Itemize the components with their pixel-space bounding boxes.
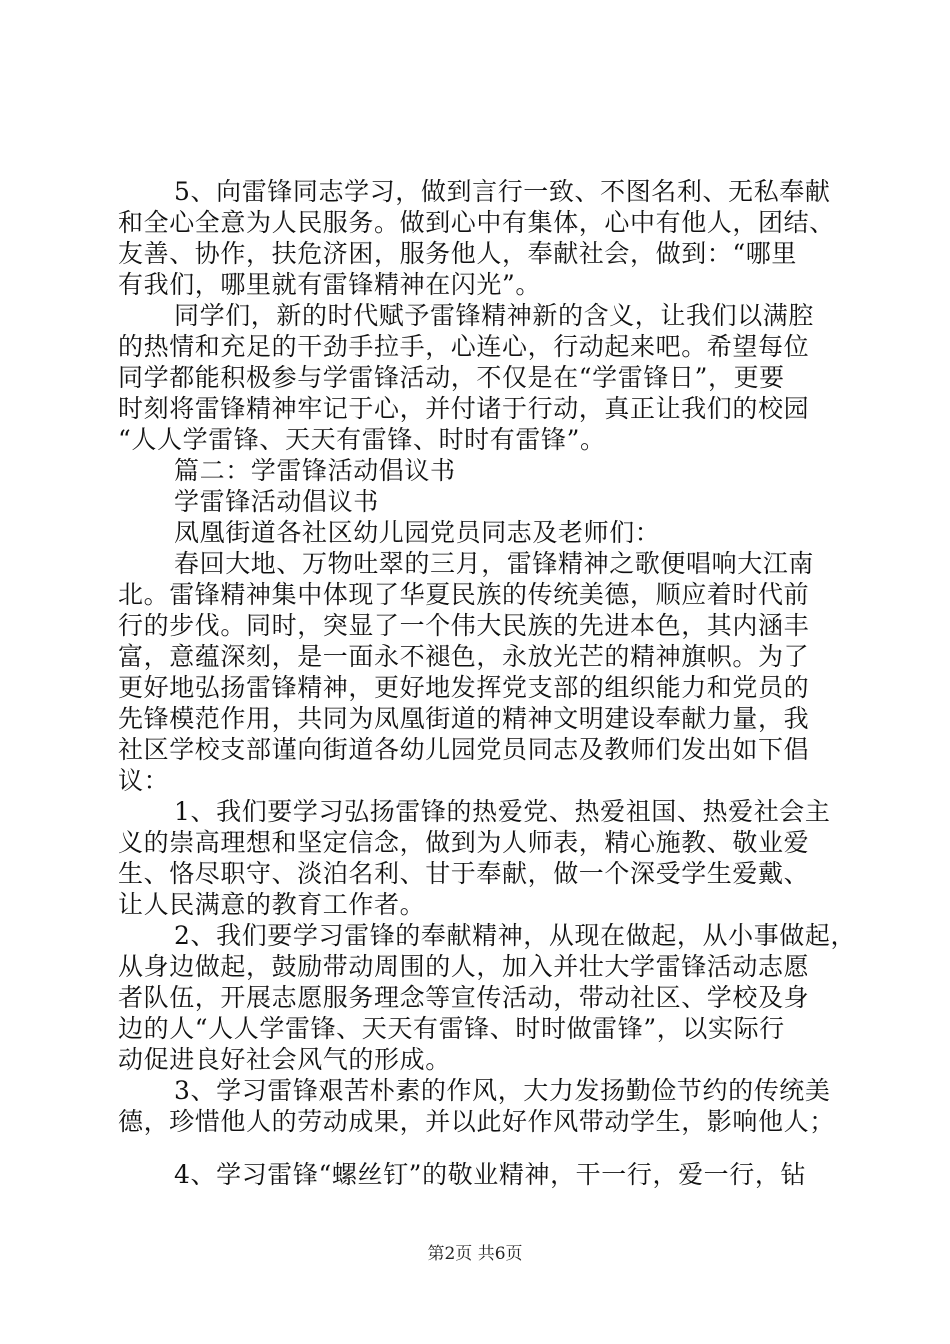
paragraph-line: 同学都能积极参与学雷锋活动，不仅是在“学雷锋日”，更要 [118,363,785,392]
document-title: 学雷锋活动倡议书 [174,487,379,516]
list-item-line: 边的人“人人学雷锋、天天有雷锋、时时做雷锋”，以实际行 [118,1014,785,1043]
paragraph-line: 友善、协作，扶危济困，服务他人，奉献社会，做到：“哪里 [118,239,797,268]
list-item-line: 德，珍惜他人的劳动成果，并以此好作风带动学生，影响他人； [118,1107,835,1136]
list-item-line: 1、我们要学习弘扬雷锋的热爱党、热爱祖国、热爱社会主 [174,797,831,826]
list-item-line: 3、学习雷锋艰苦朴素的作风，大力发扬勤俭节约的传统美 [174,1076,831,1105]
paragraph-line: 有我们，哪里就有雷锋精神在闪光”。 [118,270,541,299]
paragraph-line: 北。雷锋精神集中体现了华夏民族的传统美德，顺应着时代前 [118,580,810,609]
paragraph-line: 更好地弘扬雷锋精神，更好地发挥党支部的组织能力和党员的 [118,673,810,702]
list-item-line: 义的崇高理想和坚定信念，做到为人师表，精心施教、敬业爱 [118,828,810,857]
paragraph-line: 5、向雷锋同志学习，做到言行一致、不图名利、无私奉献 [174,177,831,206]
paragraph-line: 春回大地、万物吐翠的三月，雷锋精神之歌便唱响大江南 [174,549,815,578]
list-item-line: 动促进良好社会风气的形成。 [118,1045,451,1074]
paragraph-line: 的热情和充足的干劲手拉手，心连心，行动起来吧。希望每位 [118,332,810,361]
list-item-line: 者队伍，开展志愿服务理念等宣传活动，带动社区、学校及身 [118,983,810,1012]
paragraph-line: 议： [118,766,170,795]
paragraph-line: 同学们，新的时代赋予雷锋精神新的含义，让我们以满腔 [174,301,815,330]
list-item-line: 生、恪尽职守、淡泊名利、甘于奉献，做一个深受学生爱戴、 [118,859,810,888]
list-item-line: 2、我们要学习雷锋的奉献精神，从现在做起，从小事做起， [174,921,857,950]
paragraph-line: 时刻将雷锋精神牢记于心，并付诸于行动，真正让我们的校园 [118,394,810,423]
paragraph-line: 富，意蕴深刻，是一面永不褪色，永放光芒的精神旗帜。为了 [118,642,810,671]
paragraph-line: “人人学雷锋、天天有雷锋、时时有雷锋”。 [118,425,606,454]
section-heading: 篇二：学雷锋活动倡议书 [174,456,456,485]
list-item-line: 让人民满意的教育工作者。 [118,890,426,919]
list-item-line: 从身边做起，鼓励带动周围的人，加入并壮大学雷锋活动志愿 [118,952,810,981]
paragraph-line: 先锋模范作用，共同为凤凰街道的精神文明建设奉献力量，我 [118,704,810,733]
paragraph-line: 行的步伐。同时，突显了一个伟大民族的先进本色，其内涵丰 [118,611,810,640]
document-body [118,176,857,1190]
salutation: 凤凰街道各社区幼儿园党员同志及老师们： [174,518,661,547]
paragraph-line: 社区学校支部谨向街道各幼儿园党员同志及教师们发出如下倡 [118,735,810,764]
list-item-line: 4、学习雷锋“螺丝钉”的敬业精神，干一行，爱一行，钻 [174,1160,807,1189]
page-number-footer: 第2页 共6页 [427,1244,523,1264]
paragraph-line: 和全心全意为人民服务。做到心中有集体，心中有他人，团结、 [118,208,835,237]
